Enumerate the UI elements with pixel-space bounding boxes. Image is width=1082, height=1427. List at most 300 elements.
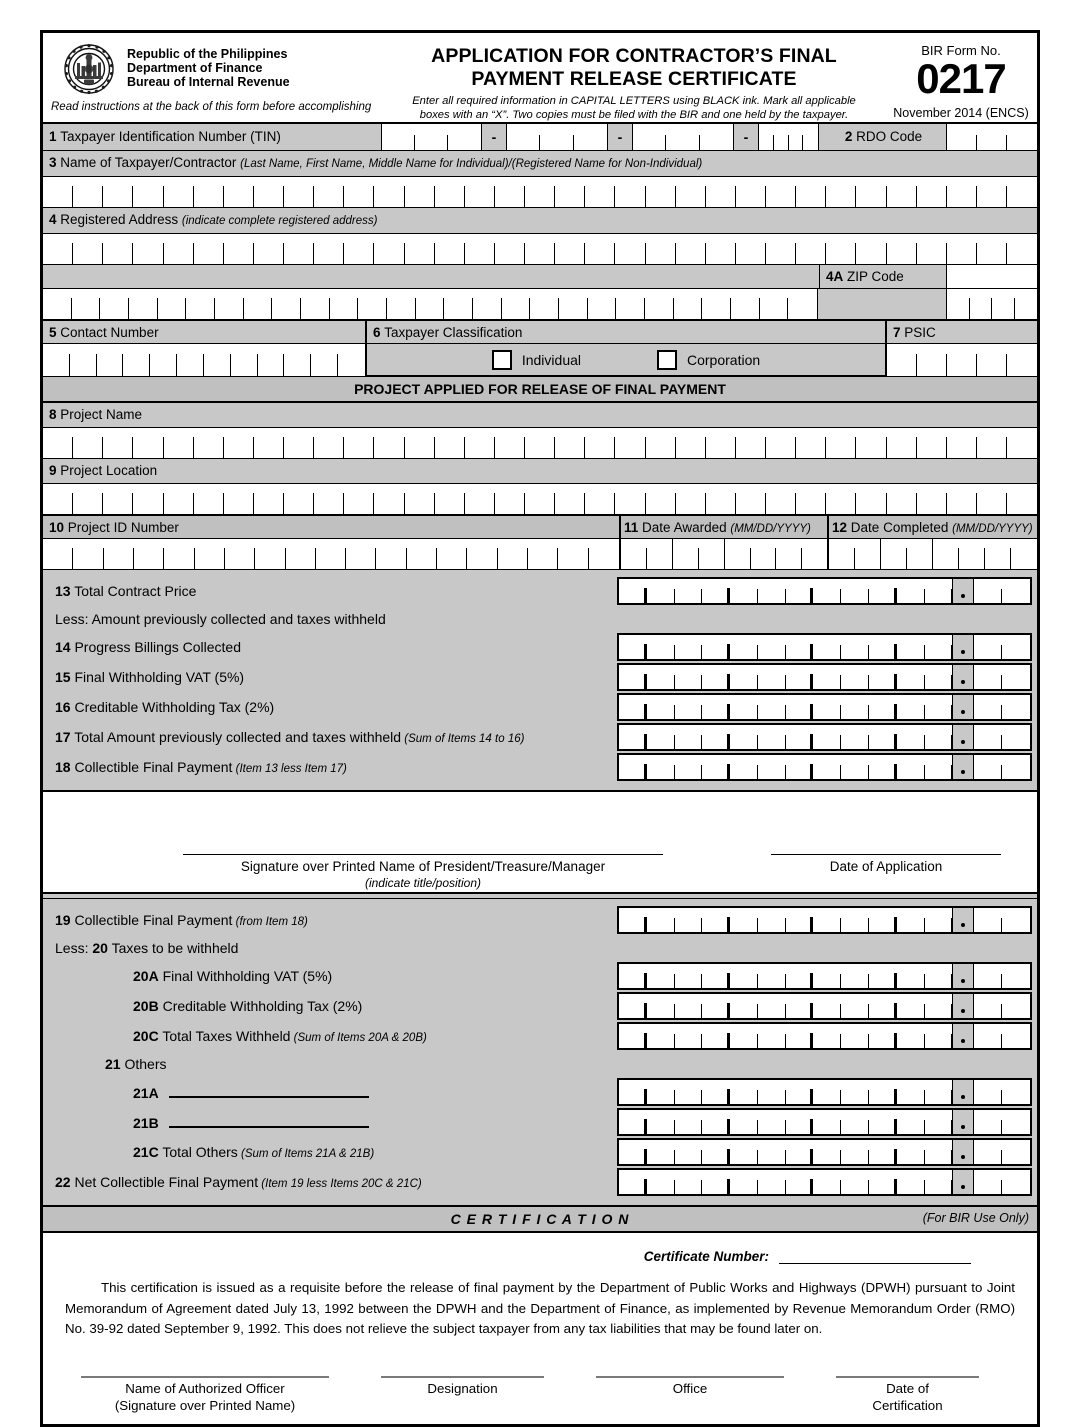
money-digit-cell[interactable] (925, 725, 953, 749)
amount-row-name: Progress Billings Collected (74, 639, 241, 655)
amount-row-number: 20 (92, 940, 108, 956)
money-digit-cell[interactable] (897, 1140, 925, 1164)
label-corporation: Corporation (687, 351, 761, 368)
money-digit-cell[interactable] (897, 755, 925, 779)
money-digit-cell[interactable] (813, 665, 841, 689)
money-centavo-cell[interactable] (1002, 1110, 1030, 1134)
row-inputs-contact-class-psic (43, 343, 1037, 375)
money-digit-cell[interactable] (758, 994, 786, 1018)
project-name-input[interactable] (43, 428, 1037, 458)
date-awarded-input[interactable] (621, 539, 829, 568)
money-digit-cell[interactable] (758, 908, 786, 932)
money-digit-cell[interactable] (730, 994, 758, 1018)
money-centavo-cell[interactable] (1002, 994, 1030, 1018)
money-centavo-cell[interactable] (1002, 964, 1030, 988)
money-digit-cell[interactable] (813, 1110, 841, 1134)
decimal-point-marker (952, 1080, 974, 1104)
money-digit-cell[interactable] (869, 665, 897, 689)
amount-row (43, 991, 1037, 1021)
money-digit-cell[interactable] (869, 725, 897, 749)
money-digit-cell[interactable] (619, 1140, 647, 1164)
money-digit-cell[interactable] (786, 964, 814, 988)
money-digit-cell[interactable] (730, 755, 758, 779)
money-centavo-cell[interactable] (1002, 695, 1030, 719)
certification-body (43, 1231, 1037, 1350)
money-digit-cell[interactable] (786, 1170, 814, 1194)
money-digit-cell[interactable] (730, 908, 758, 932)
money-digit-cell[interactable] (841, 725, 869, 749)
money-digit-cell[interactable] (869, 579, 897, 603)
money-digit-cell[interactable] (702, 579, 730, 603)
amount-row-value-slot (617, 633, 1037, 661)
money-centavo-cell[interactable] (974, 1080, 1002, 1104)
amount-row-name: Collectible Final Payment (74, 759, 233, 775)
money-digit-cell[interactable] (897, 964, 925, 988)
money-digit-cell[interactable] (675, 755, 703, 779)
decimal-point-marker (952, 994, 974, 1018)
money-digit-cell[interactable] (702, 695, 730, 719)
money-digit-cell[interactable] (675, 1024, 703, 1048)
money-digit-cell[interactable] (758, 1024, 786, 1048)
money-digit-cell[interactable] (619, 755, 647, 779)
amount-row-name: Net Collectible Final Payment (74, 1174, 259, 1190)
money-digit-cell[interactable] (675, 964, 703, 988)
amount-row-name: Creditable Withholding Tax (2%) (162, 998, 363, 1014)
money-centavo-cell[interactable] (1002, 755, 1030, 779)
field-number-4: 4 (49, 212, 57, 227)
money-digit-cell[interactable] (758, 1080, 786, 1104)
money-digit-cell[interactable] (813, 1170, 841, 1194)
money-centavo-cell[interactable] (974, 1024, 1002, 1048)
money-digit-cell[interactable] (702, 1080, 730, 1104)
money-digit-cell[interactable] (730, 725, 758, 749)
signature-line-right[interactable] (771, 854, 1001, 855)
decimal-point-marker (952, 695, 974, 719)
money-digit-cell[interactable] (647, 1080, 675, 1104)
amount-input-20C[interactable] (617, 1022, 1032, 1050)
money-digit-cell[interactable] (813, 755, 841, 779)
money-digit-cell[interactable] (786, 725, 814, 749)
money-digit-cell[interactable] (675, 1080, 703, 1104)
bir-signature-line[interactable] (381, 1376, 544, 1378)
money-digit-cell[interactable] (925, 755, 953, 779)
money-digit-cell[interactable] (813, 994, 841, 1018)
money-centavo-cell[interactable] (974, 665, 1002, 689)
money-digit-cell[interactable] (702, 994, 730, 1018)
tin-group-3-input[interactable] (633, 124, 733, 150)
money-digit-cell[interactable] (619, 1110, 647, 1134)
money-digit-cell[interactable] (841, 964, 869, 988)
registered-address-line2-input[interactable] (43, 289, 818, 319)
checkbox-individual[interactable] (492, 350, 512, 370)
money-digit-cell[interactable] (841, 1110, 869, 1134)
label-zip-code (819, 265, 947, 288)
money-centavo-cell[interactable] (1002, 1080, 1030, 1104)
money-digit-cell[interactable] (897, 665, 925, 689)
money-digit-cell[interactable] (786, 695, 814, 719)
money-centavo-cell[interactable] (1002, 908, 1030, 932)
money-digit-cell[interactable] (675, 695, 703, 719)
money-digit-cell[interactable] (758, 725, 786, 749)
amount-input-21B[interactable] (617, 1108, 1032, 1136)
checkbox-corporation[interactable] (657, 350, 677, 370)
money-digit-cell[interactable] (813, 725, 841, 749)
money-digit-cell[interactable] (869, 695, 897, 719)
money-digit-cell[interactable] (619, 908, 647, 932)
money-digit-cell[interactable] (647, 908, 675, 932)
money-digit-cell[interactable] (647, 1024, 675, 1048)
amount-row-hint: (Sum of Items 14 to 16) (401, 733, 525, 745)
money-centavo-cell[interactable] (974, 908, 1002, 932)
money-digit-cell[interactable] (619, 994, 647, 1018)
label-project-id-number (43, 516, 621, 538)
amount-input-17[interactable] (617, 723, 1032, 751)
amount-input-22[interactable] (617, 1168, 1032, 1196)
money-centavo-cell[interactable] (974, 695, 1002, 719)
money-digit-cell[interactable] (619, 1170, 647, 1194)
money-digit-cell[interactable] (730, 964, 758, 988)
money-centavo-cell[interactable] (974, 1140, 1002, 1164)
money-digit-cell[interactable] (647, 964, 675, 988)
money-digit-cell[interactable] (730, 695, 758, 719)
money-digit-cell[interactable] (897, 994, 925, 1018)
money-digit-cell[interactable] (897, 635, 925, 659)
money-digit-cell[interactable] (925, 635, 953, 659)
money-digit-cell[interactable] (619, 665, 647, 689)
money-digit-cell[interactable] (619, 579, 647, 603)
money-digit-cell[interactable] (702, 1140, 730, 1164)
field-number-4a: 4A (826, 268, 844, 284)
money-digit-cell[interactable] (786, 908, 814, 932)
money-centavo-cell[interactable] (974, 964, 1002, 988)
tin-branch-code-input[interactable] (759, 124, 819, 150)
psic-input[interactable] (887, 344, 1037, 376)
money-centavo-cell[interactable] (1002, 1170, 1030, 1194)
signature-line-left[interactable] (183, 854, 663, 855)
form-title-line-1: APPLICATION FOR CONTRACTOR’S FINAL (431, 45, 837, 67)
money-digit-cell[interactable] (758, 964, 786, 988)
agency-line-3: Bureau of Internal Revenue (127, 75, 290, 89)
money-digit-cell[interactable] (758, 695, 786, 719)
amount-row-value-slot (617, 753, 1037, 781)
row-label-project-name (43, 401, 1037, 427)
money-digit-cell[interactable] (897, 725, 925, 749)
money-digit-cell[interactable] (897, 579, 925, 603)
money-digit-cell[interactable] (758, 1140, 786, 1164)
amount-row (43, 632, 1037, 662)
amount-input-16[interactable] (617, 693, 1032, 721)
money-digit-cell[interactable] (702, 665, 730, 689)
money-digit-cell[interactable] (786, 1140, 814, 1164)
money-digit-cell[interactable] (619, 695, 647, 719)
money-digit-cell[interactable] (869, 964, 897, 988)
money-digit-cell[interactable] (897, 1110, 925, 1134)
money-digit-cell[interactable] (897, 908, 925, 932)
money-digit-cell[interactable] (619, 1080, 647, 1104)
money-digit-cell[interactable] (786, 1110, 814, 1134)
money-digit-cell[interactable] (647, 695, 675, 719)
registered-address-line1-input[interactable] (43, 234, 1037, 264)
amount-row-name: Taxes to be withheld (111, 940, 239, 956)
money-digit-cell[interactable] (925, 579, 953, 603)
money-digit-cell[interactable] (841, 1080, 869, 1104)
amount-row-label (43, 1174, 617, 1190)
money-digit-cell[interactable] (647, 635, 675, 659)
date-completed-month[interactable] (829, 539, 881, 569)
bir-officer-signature-row (43, 1350, 1037, 1424)
rdo-code-input[interactable] (947, 124, 1037, 150)
money-digit-cell[interactable] (786, 994, 814, 1018)
money-digit-cell[interactable] (841, 908, 869, 932)
money-digit-cell[interactable] (869, 1140, 897, 1164)
amount-row (43, 1077, 1037, 1107)
label-project-name (43, 403, 1037, 427)
money-digit-cell[interactable] (647, 1170, 675, 1194)
money-digit-cell[interactable] (647, 665, 675, 689)
money-digit-cell[interactable] (869, 635, 897, 659)
money-digit-cell[interactable] (841, 635, 869, 659)
money-centavo-cell[interactable] (974, 1170, 1002, 1194)
money-digit-cell[interactable] (925, 994, 953, 1018)
money-digit-cell[interactable] (758, 635, 786, 659)
money-centavo-cell[interactable] (1002, 1024, 1030, 1048)
money-digit-cell[interactable] (841, 1140, 869, 1164)
money-centavo-cell[interactable] (974, 725, 1002, 749)
project-id-number-input[interactable] (43, 539, 621, 569)
money-digit-cell[interactable] (675, 908, 703, 932)
money-digit-cell[interactable] (758, 579, 786, 603)
money-digit-cell[interactable] (897, 1080, 925, 1104)
zip-code-input[interactable] (947, 289, 1037, 319)
money-digit-cell[interactable] (675, 994, 703, 1018)
project-location-input[interactable] (43, 484, 1037, 514)
money-digit-cell[interactable] (675, 725, 703, 749)
money-digit-cell[interactable] (869, 1170, 897, 1194)
money-digit-cell[interactable] (730, 665, 758, 689)
others-description-input[interactable] (169, 1083, 369, 1098)
money-digit-cell[interactable] (730, 1110, 758, 1134)
amount-row-value-slot (617, 723, 1037, 751)
money-centavo-cell[interactable] (974, 755, 1002, 779)
money-digit-cell[interactable] (897, 1024, 925, 1048)
money-digit-cell[interactable] (619, 725, 647, 749)
money-digit-cell[interactable] (869, 908, 897, 932)
money-digit-cell[interactable] (869, 1024, 897, 1048)
money-centavo-cell[interactable] (1002, 579, 1030, 603)
money-centavo-cell[interactable] (1002, 635, 1030, 659)
money-digit-cell[interactable] (730, 579, 758, 603)
form-subtitle-line-1: Enter all required information in CAPITAL LETTERS using BLACK ink. Mark all applicable (412, 95, 856, 107)
classification-corporation-option[interactable] (657, 350, 760, 370)
money-digit-cell[interactable] (925, 1140, 953, 1164)
agency-line-1: Republic of the Philippines (127, 47, 288, 61)
agency-name-block (127, 37, 290, 89)
money-digit-cell[interactable] (925, 964, 953, 988)
amount-input-20B[interactable] (617, 992, 1032, 1020)
money-digit-cell[interactable] (841, 994, 869, 1018)
money-digit-cell[interactable] (925, 1170, 953, 1194)
money-digit-cell[interactable] (813, 635, 841, 659)
money-digit-cell[interactable] (786, 635, 814, 659)
amount-row (43, 935, 1037, 961)
contact-number-input[interactable] (43, 344, 367, 376)
tin-group-2-input[interactable] (507, 124, 607, 150)
amount-section (43, 568, 1037, 790)
money-digit-cell[interactable] (813, 1080, 841, 1104)
money-centavo-cell[interactable] (1002, 1140, 1030, 1164)
money-digit-cell[interactable] (675, 579, 703, 603)
money-digit-cell[interactable] (841, 695, 869, 719)
money-digit-cell[interactable] (869, 755, 897, 779)
tin-group-1-input[interactable] (381, 124, 481, 150)
money-digit-cell[interactable] (730, 1024, 758, 1048)
money-digit-cell[interactable] (619, 1024, 647, 1048)
money-digit-cell[interactable] (758, 1110, 786, 1134)
money-digit-cell[interactable] (869, 994, 897, 1018)
money-digit-cell[interactable] (925, 665, 953, 689)
money-digit-cell[interactable] (647, 994, 675, 1018)
amount-input-21C[interactable] (617, 1138, 1032, 1166)
date-completed-day[interactable] (881, 539, 933, 569)
bir-signature-line[interactable] (596, 1376, 784, 1378)
money-digit-cell[interactable] (925, 1024, 953, 1048)
date-awarded-year[interactable] (725, 539, 827, 569)
zip-label-spacer (43, 265, 819, 288)
money-digit-cell[interactable] (675, 1140, 703, 1164)
field-label-7: PSIC (904, 325, 936, 340)
money-centavo-cell[interactable] (974, 1110, 1002, 1134)
money-digit-cell[interactable] (702, 755, 730, 779)
money-digit-cell[interactable] (702, 1170, 730, 1194)
money-digit-cell[interactable] (675, 635, 703, 659)
money-digit-cell[interactable] (925, 1080, 953, 1104)
money-digit-cell[interactable] (647, 1110, 675, 1134)
money-digit-cell[interactable] (925, 908, 953, 932)
money-digit-cell[interactable] (786, 755, 814, 779)
money-centavo-cell[interactable] (974, 579, 1002, 603)
bir-form-no-label: BIR Form No. (921, 43, 1001, 58)
money-digit-cell[interactable] (897, 1170, 925, 1194)
bir-signature-line[interactable] (81, 1376, 329, 1378)
row-input-project-location (43, 483, 1037, 514)
money-digit-cell[interactable] (647, 725, 675, 749)
others-description-input[interactable] (169, 1113, 369, 1128)
date-completed-input[interactable] (829, 539, 1037, 568)
money-digit-cell[interactable] (730, 635, 758, 659)
money-digit-cell[interactable] (786, 665, 814, 689)
money-digit-cell[interactable] (619, 635, 647, 659)
amount-row (43, 1137, 1037, 1167)
money-digit-cell[interactable] (813, 908, 841, 932)
money-digit-cell[interactable] (758, 665, 786, 689)
money-digit-cell[interactable] (675, 1110, 703, 1134)
money-digit-cell[interactable] (869, 1110, 897, 1134)
money-digit-cell[interactable] (897, 695, 925, 719)
amount-row-name: Total Taxes Withheld (162, 1028, 291, 1044)
decimal-point-marker (952, 1170, 974, 1194)
money-digit-cell[interactable] (647, 1140, 675, 1164)
money-digit-cell[interactable] (730, 1080, 758, 1104)
amount-input-13[interactable] (617, 577, 1032, 605)
money-digit-cell[interactable] (675, 1170, 703, 1194)
form-header (43, 33, 1037, 122)
amount-row-label (43, 1113, 617, 1131)
money-centavo-cell[interactable] (974, 635, 1002, 659)
label-date-awarded (621, 516, 829, 538)
taxpayer-classification-options (367, 344, 887, 375)
amount-row (43, 1021, 1037, 1051)
row-tin-rdo (43, 122, 1037, 150)
money-digit-cell[interactable] (758, 755, 786, 779)
money-digit-cell[interactable] (702, 635, 730, 659)
money-digit-cell[interactable] (869, 1080, 897, 1104)
money-digit-cell[interactable] (813, 579, 841, 603)
money-digit-cell[interactable] (925, 695, 953, 719)
money-digit-cell[interactable] (786, 579, 814, 603)
money-digit-cell[interactable] (647, 579, 675, 603)
name-of-taxpayer-input[interactable] (43, 177, 1037, 207)
applicant-signature-area (43, 790, 1037, 892)
money-centavo-cell[interactable] (1002, 725, 1030, 749)
classification-individual-option[interactable] (492, 350, 581, 370)
date-awarded-month[interactable] (621, 539, 673, 569)
money-digit-cell[interactable] (730, 1170, 758, 1194)
money-digit-cell[interactable] (841, 1024, 869, 1048)
amount-row-label (43, 759, 617, 775)
money-digit-cell[interactable] (841, 665, 869, 689)
money-centavo-cell[interactable] (974, 994, 1002, 1018)
amount-input-19[interactable] (617, 906, 1032, 934)
amount-input-15[interactable] (617, 663, 1032, 691)
money-digit-cell[interactable] (925, 1110, 953, 1134)
amount-row-hint: (Item 19 less Items 20C & 21C) (258, 1178, 422, 1190)
money-digit-cell[interactable] (813, 1024, 841, 1048)
amount-row (43, 722, 1037, 752)
money-digit-cell[interactable] (813, 964, 841, 988)
money-digit-cell[interactable] (647, 755, 675, 779)
money-digit-cell[interactable] (841, 1170, 869, 1194)
money-digit-cell[interactable] (675, 665, 703, 689)
money-centavo-cell[interactable] (1002, 665, 1030, 689)
money-digit-cell[interactable] (619, 964, 647, 988)
money-digit-cell[interactable] (702, 1110, 730, 1134)
date-completed-year[interactable] (933, 539, 1037, 569)
label-taxpayer-classification (367, 321, 887, 343)
money-digit-cell[interactable] (813, 695, 841, 719)
certificate-number-input[interactable] (779, 1247, 971, 1264)
amount-input-14[interactable] (617, 633, 1032, 661)
money-digit-cell[interactable] (841, 579, 869, 603)
money-digit-cell[interactable] (813, 1140, 841, 1164)
money-digit-cell[interactable] (702, 725, 730, 749)
amount-row (43, 905, 1037, 935)
money-digit-cell[interactable] (841, 755, 869, 779)
money-digit-cell[interactable] (702, 908, 730, 932)
money-digit-cell[interactable] (702, 1024, 730, 1048)
date-awarded-day[interactable] (673, 539, 725, 569)
bir-form-0217-page (40, 30, 1040, 1427)
money-digit-cell[interactable] (702, 964, 730, 988)
money-digit-cell[interactable] (758, 1170, 786, 1194)
bir-signature-line[interactable] (836, 1376, 979, 1378)
money-digit-cell[interactable] (786, 1080, 814, 1104)
amount-row-name: Less: Amount previously collected and taxes withheld (55, 611, 386, 627)
amount-input-21A[interactable] (617, 1078, 1032, 1106)
money-digit-cell[interactable] (786, 1024, 814, 1048)
amount-input-20A[interactable] (617, 962, 1032, 990)
money-digit-cell[interactable] (730, 1140, 758, 1164)
amount-input-18[interactable] (617, 753, 1032, 781)
